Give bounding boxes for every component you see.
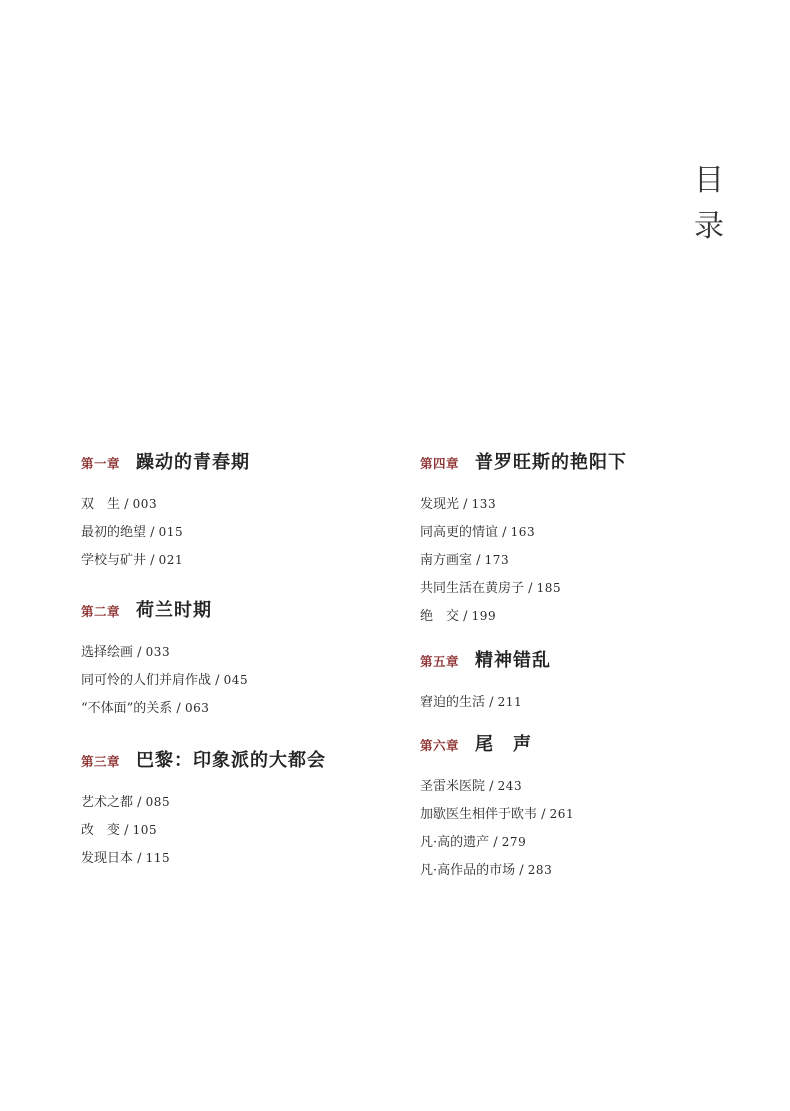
entry-page: 085 <box>145 795 171 809</box>
toc-entry[interactable]: 圣雷米医院 / 243 <box>420 779 523 794</box>
entry-page: 115 <box>145 851 171 865</box>
chapter-heading[interactable] <box>420 448 627 476</box>
entry-title: 改 变 <box>81 823 121 838</box>
chapter-number: 第一章 <box>81 456 121 471</box>
toc-entry[interactable]: 南方画室 / 173 <box>420 553 510 568</box>
entry-title: 同高更的情谊 <box>420 525 499 540</box>
toc-right-column <box>420 448 627 908</box>
entry-page: 243 <box>497 779 523 793</box>
toc-entry[interactable]: 发现光 / 133 <box>420 497 497 512</box>
entry-title: 凡·高作品的市场 <box>420 863 516 878</box>
entry-page: 279 <box>501 835 527 849</box>
toc-entry[interactable]: 选择绘画 / 033 <box>81 645 171 660</box>
chapter-5 <box>420 646 627 716</box>
chapter-number: 第六章 <box>420 738 460 753</box>
toc-entry[interactable]: 同可怜的人们并肩作战 / 045 <box>81 673 249 688</box>
chapter-heading[interactable] <box>420 646 627 674</box>
chapter-4 <box>420 448 627 630</box>
chapter-1 <box>81 448 326 574</box>
chapter-title: 巴黎：印象派的大都会 <box>136 750 326 771</box>
entry-page: 199 <box>471 609 497 623</box>
entry-title: 凡·高的遗产 <box>420 835 490 850</box>
toc-entry[interactable]: 凡·高作品的市场 / 283 <box>420 863 553 878</box>
chapter-heading[interactable] <box>81 448 326 476</box>
chapter-title: 荷兰时期 <box>136 600 212 621</box>
chapter-title: 普罗旺斯的艳阳下 <box>475 452 627 473</box>
chapter-heading[interactable] <box>420 730 627 758</box>
entry-title: “不体面”的关系 <box>81 701 173 716</box>
entry-page: 033 <box>145 645 171 659</box>
entry-page: 003 <box>132 497 158 511</box>
toc-title-char-1: 目 <box>694 163 724 198</box>
entry-page: 105 <box>132 823 158 837</box>
entry-title: 共同生活在黄房子 <box>420 581 525 596</box>
toc-entry[interactable]: “不体面”的关系 / 063 <box>81 701 210 716</box>
entry-page: 211 <box>497 695 523 709</box>
chapter-title: 精神错乱 <box>475 650 551 671</box>
entry-title: 发现日本 <box>81 851 134 866</box>
entry-title: 双 生 <box>81 497 121 512</box>
toc-entry[interactable]: 双 生 / 003 <box>81 497 158 512</box>
chapter-3 <box>81 746 326 872</box>
toc-entry[interactable]: 窘迫的生活 / 211 <box>420 695 523 710</box>
entry-page: 063 <box>184 701 210 715</box>
entry-title: 窘迫的生活 <box>420 695 486 710</box>
toc-entry[interactable]: 加歇医生相伴于欧韦 / 261 <box>420 807 575 822</box>
entry-page: 133 <box>471 497 497 511</box>
toc-title-char-2: 录 <box>694 209 724 244</box>
entry-title: 艺术之都 <box>81 795 134 810</box>
chapter-title: 尾 声 <box>475 734 532 755</box>
toc-left-column <box>81 448 326 896</box>
entry-page: 261 <box>549 807 575 821</box>
entry-page: 185 <box>536 581 562 595</box>
entry-page: 015 <box>158 525 184 539</box>
toc-entry[interactable]: 凡·高的遗产 / 279 <box>420 835 527 850</box>
entry-page: 173 <box>484 553 510 567</box>
chapter-number: 第五章 <box>420 654 460 669</box>
chapter-heading[interactable] <box>81 746 326 774</box>
toc-entry[interactable]: 改 变 / 105 <box>81 823 158 838</box>
toc-title <box>692 158 726 250</box>
chapter-number: 第四章 <box>420 456 460 471</box>
toc-entry[interactable]: 同高更的情谊 / 163 <box>420 525 536 540</box>
entry-page: 021 <box>158 553 184 567</box>
toc-entry[interactable]: 艺术之都 / 085 <box>81 795 171 810</box>
entry-title: 同可怜的人们并肩作战 <box>81 673 212 688</box>
entry-page: 163 <box>510 525 536 539</box>
entry-title: 选择绘画 <box>81 645 134 660</box>
entry-title: 发现光 <box>420 497 460 512</box>
entry-title: 学校与矿井 <box>81 553 147 568</box>
chapter-number: 第二章 <box>81 604 121 619</box>
entry-page: 283 <box>527 863 553 877</box>
entry-title: 南方画室 <box>420 553 473 568</box>
entry-title: 绝 交 <box>420 609 460 624</box>
chapter-2 <box>81 596 326 722</box>
chapter-6 <box>420 730 627 884</box>
entry-title: 圣雷米医院 <box>420 779 486 794</box>
toc-entry[interactable]: 学校与矿井 / 021 <box>81 553 184 568</box>
chapter-heading[interactable] <box>81 596 326 624</box>
chapter-number: 第三章 <box>81 754 121 769</box>
toc-entry[interactable]: 绝 交 / 199 <box>420 609 497 624</box>
toc-entry[interactable]: 最初的绝望 / 015 <box>81 525 184 540</box>
entry-page: 045 <box>223 673 249 687</box>
toc-entry[interactable]: 发现日本 / 115 <box>81 851 171 866</box>
entry-title: 最初的绝望 <box>81 525 147 540</box>
toc-entry[interactable]: 共同生活在黄房子 / 185 <box>420 581 562 596</box>
entry-title: 加歇医生相伴于欧韦 <box>420 807 538 822</box>
chapter-title: 躁动的青春期 <box>136 452 250 473</box>
